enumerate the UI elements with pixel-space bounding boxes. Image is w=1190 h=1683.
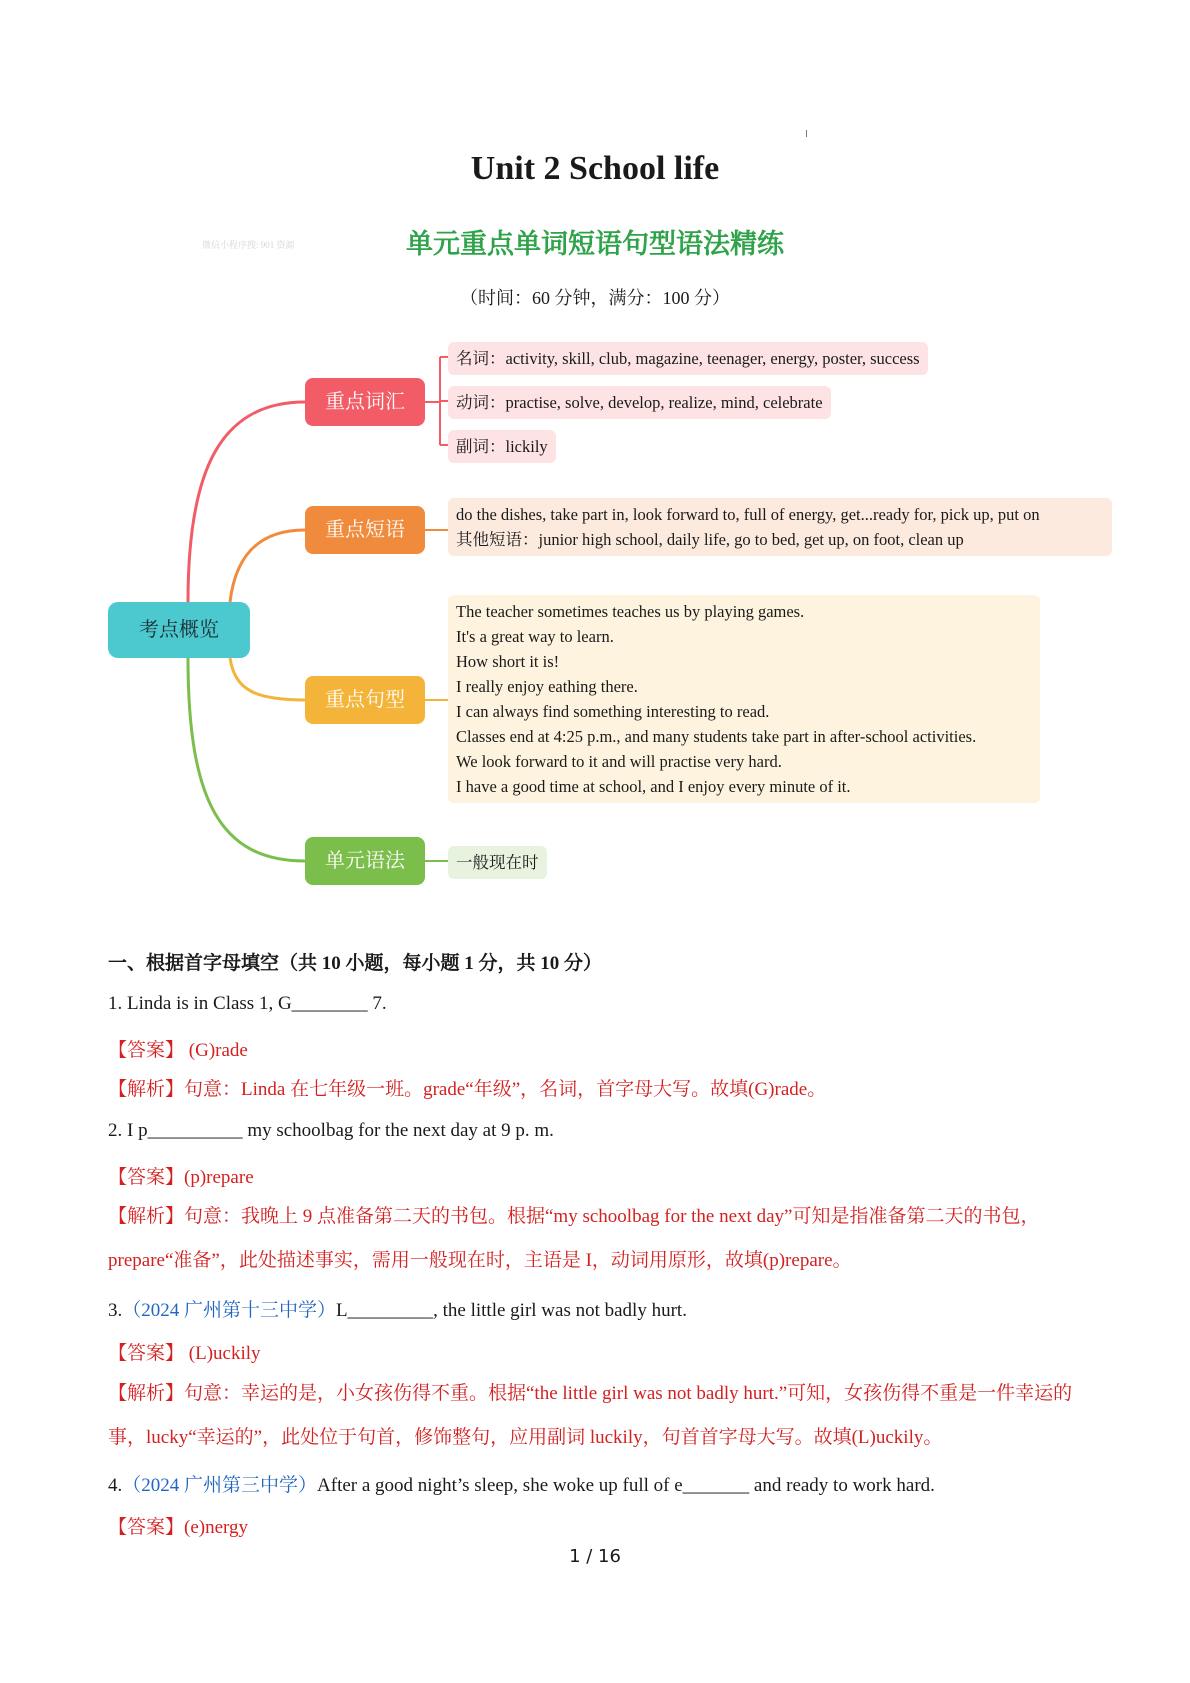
- sentence-item: Classes end at 4:25 p.m., and many students take part in after-school activities.: [456, 727, 977, 746]
- page-number: 1 / 16: [569, 1546, 621, 1567]
- question-1: 1. Linda is in Class 1, G________ 7.: [108, 993, 387, 1014]
- explanation-2: 【解析】句意：我晚上 9 点准备第二天的书包。根据“my schoolbag for the next day”可知是指准备第二天的书包，prepare“准备”，此处描述事实，需用一般现在时，主语是 I，动词用原形，故填(p)repare。: [108, 1206, 1040, 1271]
- question-number: 3.: [108, 1300, 123, 1321]
- section-heading: 一、根据首字母填空（共 10 小题，每小题 1 分，共 10 分）: [108, 953, 603, 974]
- answer-2: [108, 1162, 254, 1189]
- answer-tag: 【答案】: [108, 1517, 185, 1538]
- answer-3: [108, 1338, 261, 1365]
- node-vocabulary: 重点词汇: [305, 378, 425, 426]
- mindmap-root: 考点概览: [108, 602, 250, 658]
- question-source: （2024 广州第三中学）: [122, 1475, 318, 1496]
- answer-tag: 【答案】: [108, 1040, 185, 1061]
- answer-1: [108, 1035, 248, 1062]
- leaf-grammar: 一般现在时: [448, 846, 547, 879]
- answer-tag: 【答案】: [108, 1343, 185, 1364]
- sentence-item: The teacher sometimes teaches us by playing games.: [456, 602, 805, 621]
- answer-text: (L)uckily: [184, 1343, 261, 1364]
- node-sentences: 重点句型: [305, 676, 425, 724]
- page-title: Unit 2 School life: [470, 150, 720, 187]
- explanation-1: 【解析】句意：Linda 在七年级一班。grade“年级”，名词，首字母大写。故填(G)rade。: [108, 1079, 827, 1100]
- leaf-nouns: 名词：activity, skill, club, magazine, teenager, energy, poster, success: [448, 342, 928, 375]
- answer-text: (G)rade: [184, 1040, 248, 1061]
- question-2: 2. I p__________ my schoolbag for the next day at 9 p. m.: [108, 1120, 554, 1141]
- answer-tag: 【答案】: [108, 1167, 185, 1188]
- sentence-item: How short it is!: [456, 652, 560, 671]
- sentence-item: I can always find something interesting to read.: [456, 702, 770, 721]
- explanation-3: 【解析】句意：幸运的是，小女孩伤得不重。根据“the little girl was not badly hurt.”可知，女孩伤得不重是一件幸运的事，lucky“幸运的”，此处位于句首，修饰整句，应用副词 luckily，句首首字母大写。故填(L)uckily。: [108, 1383, 1073, 1448]
- leaf-adverbs: 副词：lickily: [448, 430, 556, 463]
- node-phrases: 重点短语: [305, 506, 425, 554]
- question-text: After a good night’s sleep, she woke up full of e_______ and ready to work hard.: [317, 1475, 935, 1496]
- watermark: 微信小程序搜: 901 资源: [202, 240, 295, 250]
- sentence-item: I really enjoy eathing there.: [456, 677, 638, 696]
- answer-text: (p)repare: [184, 1167, 254, 1188]
- answer-4: [108, 1512, 248, 1539]
- sentence-item: I have a good time at school, and I enjoy every minute of it.: [456, 777, 851, 796]
- leaf-verbs: 动词：practise, solve, develop, realize, mind, celebrate: [448, 386, 831, 419]
- page-subtitle: 单元重点单词短语句型语法精练: [406, 229, 784, 259]
- question-number: 4.: [108, 1475, 123, 1496]
- phrases-line: do the dishes, take part in, look forward to, full of energy, get...ready for, pick up, put on: [456, 505, 1040, 524]
- time-info: （时间：60 分钟，满分：100 分）: [460, 288, 730, 308]
- question-source: （2024 广州第十三中学）: [122, 1300, 337, 1321]
- leaf-phrases: [448, 498, 1112, 556]
- sentence-item: We look forward to it and will practise very hard.: [456, 752, 782, 771]
- phrases-line: 其他短语：junior high school, daily life, go to bed, get up, on foot, clean up: [456, 530, 964, 549]
- sentence-item: It's a great way to learn.: [456, 627, 614, 646]
- leaf-sentences: [448, 595, 1040, 803]
- node-grammar: 单元语法: [305, 837, 425, 885]
- question-3: [108, 1295, 687, 1322]
- answer-text: (e)nergy: [184, 1517, 249, 1538]
- question-text: L_________, the little girl was not badly hurt.: [336, 1300, 687, 1321]
- question-4: [108, 1470, 935, 1497]
